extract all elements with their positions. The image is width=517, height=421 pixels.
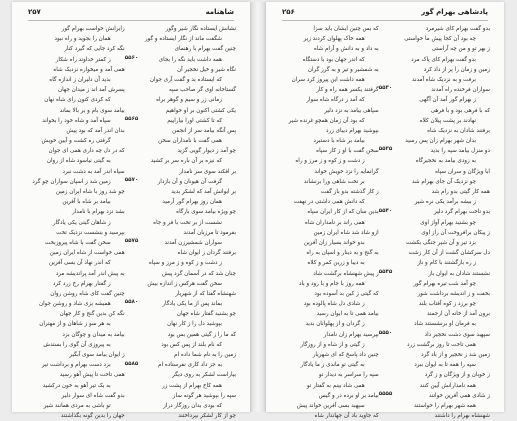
verse-line: همه شهر بهرام را خواستند xyxy=(413,402,476,409)
verse-number: ۵۵۵۵ xyxy=(378,391,393,398)
verse-line: زمین و زمان را پر از داد کرد xyxy=(423,66,490,73)
verse-line: ز شاهان گیتی یکی یادگار xyxy=(52,219,111,226)
verse-number: ۵۵۴۵ xyxy=(378,268,393,275)
verse-number: ۵۵۳۰ xyxy=(378,85,393,92)
verse-line: ز دشت و ز کوه و ز مرز و راه xyxy=(295,158,365,165)
verse-line: گرفت آن هیونان و آن بازدار xyxy=(157,178,222,185)
verse-line: بیامد بر شاه با دستبرد xyxy=(313,138,365,145)
verse-line: چنین گفت کای شاه روشن روان xyxy=(50,290,125,297)
verse-line: به شمشیر و تیر و به گرز گران xyxy=(307,66,379,73)
verse-line: ز بهرام گور آمد آن آگهی xyxy=(419,97,476,104)
verse-line: جهان را بدین گونه بگذاشتند xyxy=(60,413,125,420)
verse-line: بخفت و ز اندیشه برداشت شور xyxy=(417,290,490,297)
verse-line: که کردی کنون رای شاه نهان xyxy=(44,97,111,104)
verse-number: ۵۵۸۰ xyxy=(124,299,139,306)
verse-line: زمانی زر و سیم و گوهر براه xyxy=(156,97,222,104)
verse-line: شهنشاه بهرام را داشتند xyxy=(434,413,490,420)
text-columns xyxy=(26,24,236,420)
verse-line: که با فرهی بود و با فرهی xyxy=(430,107,490,114)
verse-line: که بود آن زمان همچو غرنده شیر xyxy=(288,117,365,124)
verse-line: همه داشت باید نگه را بجای xyxy=(158,56,222,63)
verse-line: بیامد به میدان و چوگان بزد xyxy=(62,331,125,338)
page-number: ۲۵۷ xyxy=(28,8,41,16)
verse-line: بدو گفت شاه ای سوار دلیر xyxy=(61,392,125,399)
verse-line: چو آمد ز دیوار گویی گزید xyxy=(177,148,236,155)
verse-line: که دانش همی داشتی در نهفت xyxy=(293,199,365,206)
verse-line: سپه را بپوشید هر گونه ساز xyxy=(172,392,236,399)
verse-line: سپهبد سوی دشت نخجیر داد xyxy=(424,331,490,338)
verse-line: بیامد همی تا به ایوان رسید xyxy=(316,311,379,318)
verse-line: سپاه آمد و شاه خود را بخواند xyxy=(42,117,111,124)
verse-line: همه کار گیتی بدو رام شد xyxy=(431,189,490,195)
verse-line: ز دشت و ز کوه و ز مرز و سپاه xyxy=(148,260,222,267)
verse-line: به دیبا و زرین کمر و کلاه xyxy=(307,260,365,267)
verse-line: سخن گفت با شاه پیروزبخت xyxy=(45,239,111,246)
verse-line: همی تاخت تا روز برگشت زرد xyxy=(407,341,476,348)
verse-line: همی گفت با نامداران سخن xyxy=(158,138,222,145)
verse-line: که ما را ز گیتی همین بس بود xyxy=(167,331,236,338)
verse-line: چنین داد پاسخ که ای شهریار xyxy=(312,352,379,358)
verse-line: چنین گفت بهرام با رهنمای xyxy=(174,46,236,53)
verse-line: گستاخانه اوی گر صاحب سپه xyxy=(168,87,236,94)
verse-line: همان روز بهرام گور آرمید xyxy=(162,199,222,206)
verse-line: نشستند شادان به ایوان باز xyxy=(428,270,490,277)
verse-line: به گیتی نیاسود شاه از روان xyxy=(46,158,111,165)
verse-line: ز کار گذشته بدو باز گفت xyxy=(320,189,379,195)
verse-line: گرفتند یکسر همه راه و کار xyxy=(316,87,379,94)
verse-line: زمین شد ز اسپان سواران چو گرد xyxy=(32,178,111,185)
verse-line: بدو گفت بهرام کای پاک مرد xyxy=(411,56,476,63)
verse-line: برفت و به نزدیک شاه آمدند xyxy=(412,76,476,83)
verse-line: که بودی بدان روزگار دراز xyxy=(163,402,222,409)
verse-line: همه کاخ بهرام از پشت زر xyxy=(162,382,222,389)
verse-line: ز گفتار بهرام رخ زرد کرد xyxy=(52,280,111,287)
verse-line: به هر سو ز شاهان و از مهتران xyxy=(39,321,111,328)
book-gutter xyxy=(250,2,266,412)
header-rule xyxy=(282,20,488,21)
verse-line: دل سرکشان گشت از آن کار زشت xyxy=(408,250,490,257)
verse-line: زمین شد ز نخجیر و از باد گرد xyxy=(421,352,490,358)
verse-line: که بس چنین ایشان باید سزا xyxy=(313,26,379,32)
verse-line: همی تاخت تا پیش آهو رسید xyxy=(59,372,125,379)
verse-line: نگه کن بدین گنج و کار جهان xyxy=(59,311,125,318)
verse-line: نهادند بر پشت پیلان کلاه xyxy=(419,117,476,124)
verse-line: چو برزد ز کوه آفتاب بلند xyxy=(418,301,476,308)
verse-line: ابا ویژگان و سران سپاه xyxy=(435,168,490,175)
verse-line: سخن گفت هرکس ز اندازه بیش xyxy=(147,280,222,287)
verse-line: بدان شهر بهرام زان پس رسید xyxy=(405,138,476,145)
verse-line: بیامد بر او برده در و گیس xyxy=(318,392,379,399)
verse-line: بر ایوانش آمد که لشکر بدید xyxy=(171,189,236,195)
verse-line: ازو شاد شد شاه ایران زمین xyxy=(313,229,379,236)
verse-line: ز ره بازگشتند با کام و ناز xyxy=(417,260,476,267)
page-header xyxy=(28,8,234,20)
verse-number: ۵۵۷۰ xyxy=(124,177,139,183)
running-title: پادشاهی بهرام گور xyxy=(421,8,488,16)
verse-line: بزد دست بهرام و برداشت تیر xyxy=(41,362,111,369)
verse-line: همه نامدارانش آیین کنند xyxy=(419,382,476,389)
verse-line: سپه را سراسر به دیدار تو xyxy=(318,372,379,379)
verse-line: پسرش آمد اند ز میدان جهان xyxy=(57,87,125,94)
verse-line: سخن گفت با او ز کار سپاه xyxy=(316,148,379,155)
verse-column-left xyxy=(280,24,379,420)
verse-line: ز شادی همی آفرین خوانند xyxy=(428,392,490,399)
verse-line: همی راند بر نامداران شاه xyxy=(304,219,365,226)
verse-line: تو باشی به مردی همانند شیر xyxy=(43,402,111,409)
verse-line: بدین سان که از کار ایران سپاه xyxy=(307,209,379,216)
verse-line: چو شد روز با شاه ایران زمین xyxy=(55,189,125,195)
verse-line: بپوشید بهرام دیبای زرد xyxy=(325,127,379,134)
verse-line: ز پیکان برافروخت آن راز اوی xyxy=(421,229,490,236)
verse-column-left xyxy=(26,24,125,420)
verse-line: برون آمد از خانه آن ارجمند xyxy=(426,311,490,318)
verse-number: ۵۵۳۵ xyxy=(378,146,393,153)
verse-line: زایرانش خواست بهرام گور xyxy=(61,26,125,32)
verse-line: به داد و به دانش و آرام شاه xyxy=(313,46,379,53)
verse-line: همه داشت این پیروز کرد سران xyxy=(291,76,365,83)
verse-line: به پیش اندر آمد پراندیشه مرد xyxy=(55,270,125,277)
verse-line: به گنج و به دینار و اسپان به راه xyxy=(306,250,379,257)
verse-line: بشد نزد بهرام با نامدار xyxy=(72,209,125,216)
verse-line: به یک تیر آهو به خون درکشید xyxy=(42,382,111,389)
verse-line: برفتند گردان ز ایوان شاه xyxy=(177,250,236,257)
verse-line: که نام بلند از پس کس بود xyxy=(161,341,222,348)
verse-line: چو ویژه بیامد سوی بارگاه xyxy=(176,209,236,216)
verse-line: به فرمان او برنشستند شاد xyxy=(414,321,476,328)
header-rule xyxy=(28,20,234,21)
verse-line: چو بشنید گفتار شاه جهان xyxy=(176,311,236,318)
verse-line: دو منزل بیامد سپه را بدید xyxy=(430,148,490,155)
verse-line: که ایستاده بد و گفت آری جوان xyxy=(149,76,222,83)
verse-line: ز بیشه برآمد یکی نره شیر xyxy=(414,199,476,206)
verse-line: بدان اندر آمد که بود پیش xyxy=(66,127,125,134)
verse-line: چو از کار لشکر بپرداختند xyxy=(178,413,236,420)
verse-line: به گیتی تو ماندی ز ما یادگار xyxy=(300,362,365,369)
verse-line: ز ایوان بیامد سوی آبگیر xyxy=(69,352,125,358)
verse-line: همی شاد بینم به گفتار تو xyxy=(306,382,365,389)
verse-line: ز شادی دل شاه پالوده بود xyxy=(303,301,365,308)
verse-line: ز پیش شهنشاه برگشت شاد xyxy=(313,270,379,277)
verse-line: برفتند شادان به نزدیک شاه xyxy=(427,127,490,134)
verse-line: بپرسید و بنشست نزدیک تخت xyxy=(56,229,125,236)
verse-line: ز گردان و از پهلوانان بدید xyxy=(305,321,365,328)
verse-line: بیاراست لشکر به روی دیگر xyxy=(172,372,236,379)
verse-line: سپاه اندر آمد به دشت نبرد xyxy=(62,168,125,175)
text-columns xyxy=(280,24,490,420)
verse-number: ۵۵۶۰ xyxy=(124,54,139,61)
verse-line: چو آمد شب تیره بهرام گور xyxy=(413,280,476,287)
verse-line: بدو گفت بهرام کای شیرمرد xyxy=(425,26,490,32)
verse-line: به زودی بیامد به نخجیرگاه xyxy=(415,158,476,165)
verse-line: زمین را به نام شما داده ام xyxy=(174,352,236,358)
verse-line: ز کمتر خداوند راه شکار xyxy=(55,56,111,63)
verse-line: نشانش ایستاده نگار شیر وگور xyxy=(165,26,236,32)
verse-line: سواران شمشیرزن آمدند xyxy=(164,239,222,246)
verse-column-right xyxy=(391,24,490,420)
verse-line: نشست از بر تخت با فر و جاه xyxy=(153,219,222,226)
verse-line: همان را بجوید و راه نبود xyxy=(54,36,111,43)
verse-line: شگفت ماند از نگار ایستاده و گور xyxy=(144,36,222,43)
left-page xyxy=(12,2,250,420)
verse-number: ۵۵۷۵ xyxy=(124,238,139,245)
verse-line: چنان شد که در آسمان گرد پیش xyxy=(161,270,236,277)
verse-number: ۵۵۶۵ xyxy=(124,115,139,122)
verse-line: همه روز با جام و با رود و باد xyxy=(298,280,365,287)
verse-line: که در دل چه داری همی ای جوان xyxy=(48,148,125,155)
verse-line: پس آنگه بیامد سر از انجمن xyxy=(172,127,236,134)
verse-line: بر افکند سوی سر نامدار xyxy=(179,168,236,175)
right-page xyxy=(266,2,504,420)
verse-column-right xyxy=(137,24,236,420)
verse-line: ز گیتی و از شاه و از روزگار xyxy=(300,341,365,348)
verse-line: بماند پس از ما یکی یادگار xyxy=(162,301,222,308)
verse-line: بزد تیر و آن شیر جنگی بکشت xyxy=(406,239,476,246)
verse-line: گرفتی ره کشت و آیین خویش xyxy=(41,138,111,145)
verse-line: بر تخت شاهی ورا برنشاند xyxy=(303,178,365,185)
page-header xyxy=(282,8,488,20)
verse-line: نگه کرد جایی که گیرد کنار xyxy=(64,46,125,53)
verse-line: بدو تاخت بهرام گرد دلیر xyxy=(434,209,490,216)
verse-number: ۵۵۸۵ xyxy=(124,360,139,367)
running-title: شاهنامه xyxy=(205,8,234,16)
verse-line: که آمد ز درگاه شاه سوار xyxy=(306,97,365,104)
verse-line: که جاوید باد آن جهاندار شاه xyxy=(314,413,379,420)
verse-line: بدید آن دلیران ز اندازه گاه xyxy=(49,76,111,83)
verse-line: که اندر نهاد آن بسی آفرین xyxy=(49,260,111,267)
verse-line: همه خاک پهلوان کردند زیر xyxy=(303,36,365,43)
verse-line: چه بود آن کجا پیش ما خواستی xyxy=(404,36,476,43)
verse-line: ز بهر تو و من چه آراستی xyxy=(431,46,490,53)
verse-line: سواران فرخنده راه آمدند xyxy=(431,87,490,94)
verse-line: سپهبد بسی آفرین خواند پیش xyxy=(296,402,365,409)
verse-line: همیشه بزی شاد و روشن جوان xyxy=(38,301,111,308)
verse-line: همی خواست از شاه ایران زمین xyxy=(49,250,125,257)
verse-line: نگاه شیر و خیل نخجیر آن xyxy=(177,66,236,73)
verse-line: بپرسید بهرام زان نامدار xyxy=(323,331,379,338)
verse-line: چو نزدیک آن جای بهرام شد xyxy=(411,178,476,185)
verse-line: بیامد سوی بام و بر بالا بماند xyxy=(59,107,125,114)
verse-number: ۵۵۵۰ xyxy=(378,330,393,336)
verse-line: به جز داد کاری نفرستاده ام xyxy=(158,362,222,369)
verse-line: به پیروزی آن گوی را بستدش xyxy=(43,341,111,348)
verse-line: که گیتی ز کین بد آسوده بود xyxy=(314,290,379,297)
verse-line: که نیزه بر آن باره سر بر کشید xyxy=(150,158,222,165)
verse-line: سپه را همه تا به ایوان ببرد xyxy=(414,362,476,369)
page-number: ۲۵۶ xyxy=(282,8,295,16)
verse-line: که اندر جهان بود با دستگاه xyxy=(302,56,365,63)
verse-line: بدو خواند بسیار زان آفرین xyxy=(303,239,365,246)
verse-line: چو بشنید بهرام آواز اوی xyxy=(420,219,476,226)
verse-line: همی آمد و میخواره نزدیک شاه xyxy=(53,66,125,73)
verse-line: شهنشاه گفتا که از شهریار xyxy=(175,290,236,297)
verse-line: سپاهی بیامد به نزد دلیر xyxy=(324,107,379,114)
verse-line: که تا کشتی اورا بیاراییم xyxy=(167,117,222,124)
verse-number: ۵۵۴۰ xyxy=(378,207,393,214)
verse-line: گرانمایه را نزد خویش خواند xyxy=(314,168,379,175)
verse-line: بیامد بر شاه با آفرین xyxy=(62,199,111,206)
verse-line: یکی کشتی اکنون بر او خواهیم xyxy=(165,107,236,114)
verse-line: بفرمود تا مرزبان آمدند xyxy=(183,229,236,236)
verse-line: بپوشید دل را ز کار نهان xyxy=(167,321,222,328)
verse-line: ز خوبان و از ویژگان و ز گرد xyxy=(424,372,490,379)
